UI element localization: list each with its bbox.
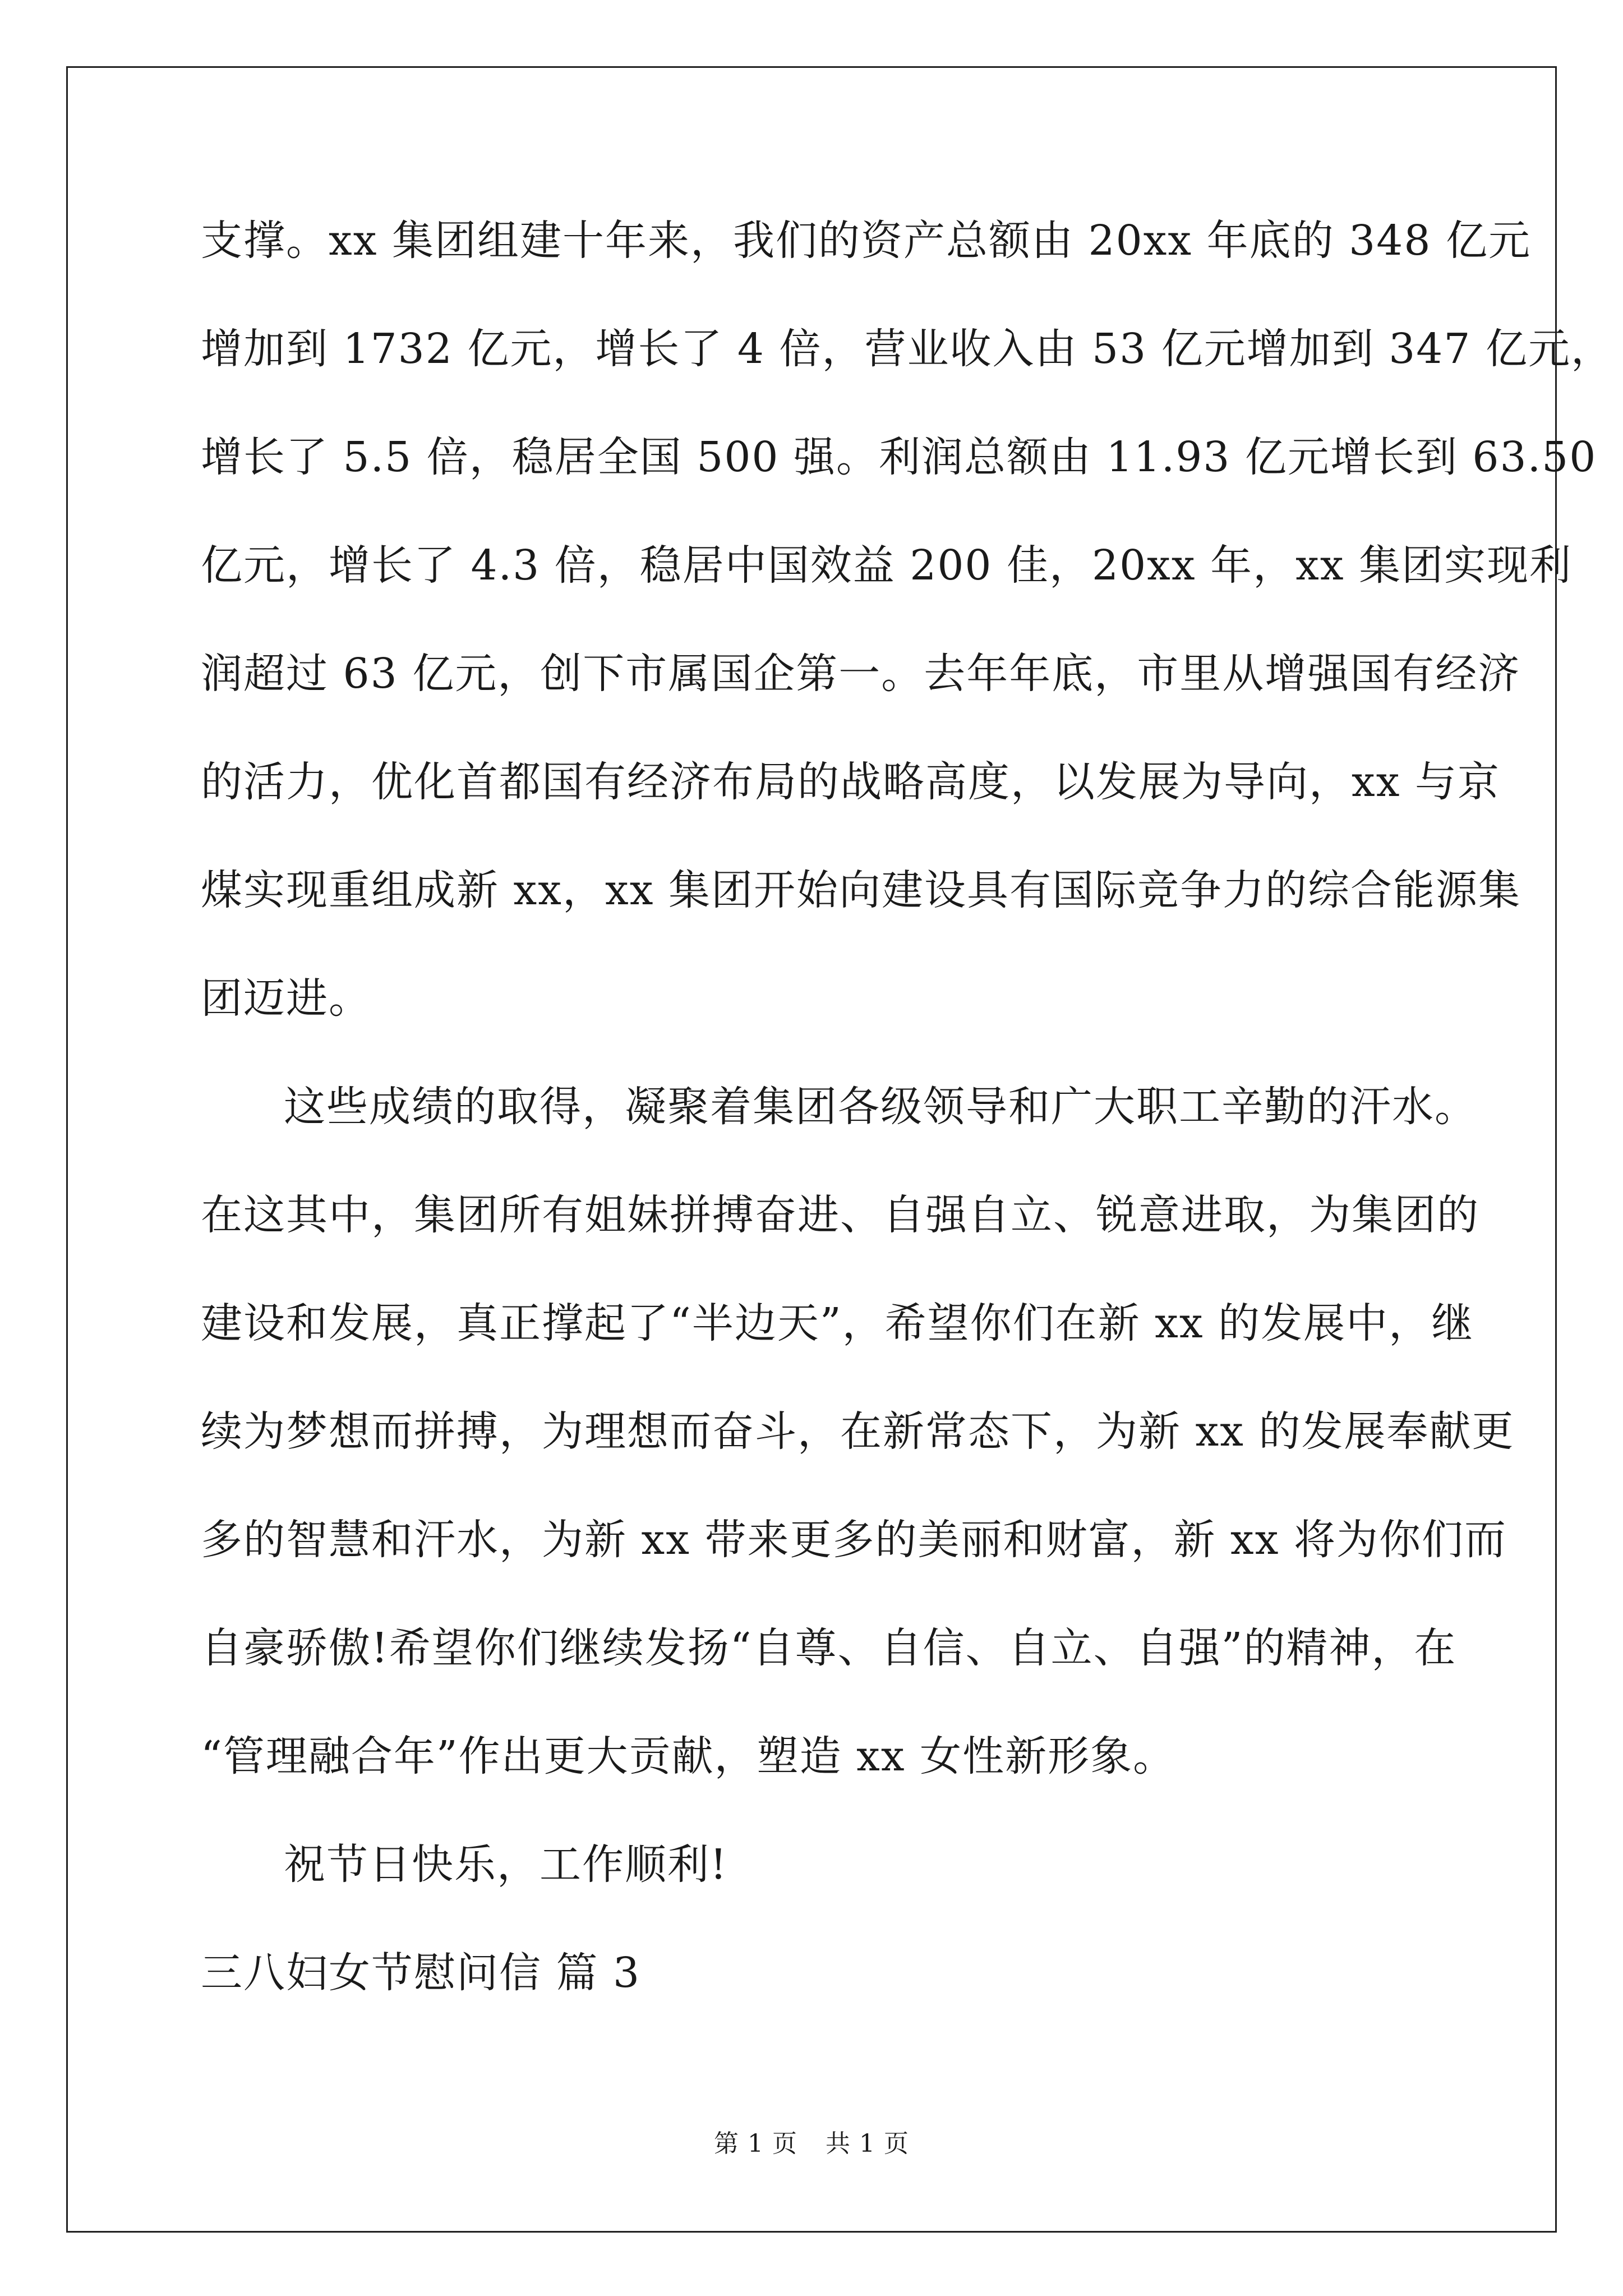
text-line: 的活力，优化首都国有经济布局的战略高度，以发展为导向，xx 与京 (201, 758, 1500, 806)
page-number: 第 1 页 (714, 2129, 797, 2158)
closing-greeting: 祝节日快乐，工作顺利! (284, 1841, 728, 1889)
text-line: 团迈进。 (201, 974, 371, 1023)
text-line: “管理融合年”作出更大贡献，塑造 xx 女性新形象。 (201, 1732, 1176, 1780)
paragraph-start-line: 这些成绩的取得，凝聚着集团各级领导和广大职工辛勤的汗水。 (284, 1083, 1477, 1131)
text-line: 增加到 1732 亿元，增长了 4 倍，营业收入由 53 亿元增加到 347 亿元， (201, 325, 1613, 373)
text-line: 多的智慧和汗水，为新 xx 带来更多的美丽和财富，新 xx 将为你们而 (201, 1516, 1507, 1564)
text-line: 支撑。xx 集团组建十年来，我们的资产总额由 20xx 年底的 348 亿元 (201, 217, 1531, 265)
text-line: 润超过 63 亿元，创下市属国企第一。去年年底，市里从增强国有经济 (201, 650, 1521, 698)
total-pages: 共 1 页 (826, 2129, 909, 2158)
text-line: 建设和发展，真正撑起了“半边天”，希望你们在新 xx 的发展中，继 (201, 1299, 1474, 1347)
page-footer (0, 2129, 1623, 2158)
text-line: 自豪骄傲!希望你们继续发扬“自尊、自信、自立、自强”的精神，在 (201, 1624, 1457, 1672)
text-line: 增长了 5.5 倍，稳居全国 500 强。利润总额由 11.93 亿元增长到 63.50 (201, 433, 1597, 481)
section-heading: 三八妇女节慰问信 篇 3 (201, 1949, 641, 1997)
text-line: 在这其中，集团所有姐妹拼搏奋进、自强自立、锐意进取，为集团的 (201, 1191, 1479, 1239)
text-line: 亿元，增长了 4.3 倍，稳居中国效益 200 佳，20xx 年，xx 集团实现利 (201, 541, 1573, 590)
document-body (201, 217, 1613, 2060)
text-line: 煤实现重组成新 xx，xx 集团开始向建设具有国际竞争力的综合能源集 (201, 866, 1521, 914)
text-line: 续为梦想而拼搏，为理想而奋斗，在新常态下，为新 xx 的发展奉献更 (201, 1407, 1515, 1456)
